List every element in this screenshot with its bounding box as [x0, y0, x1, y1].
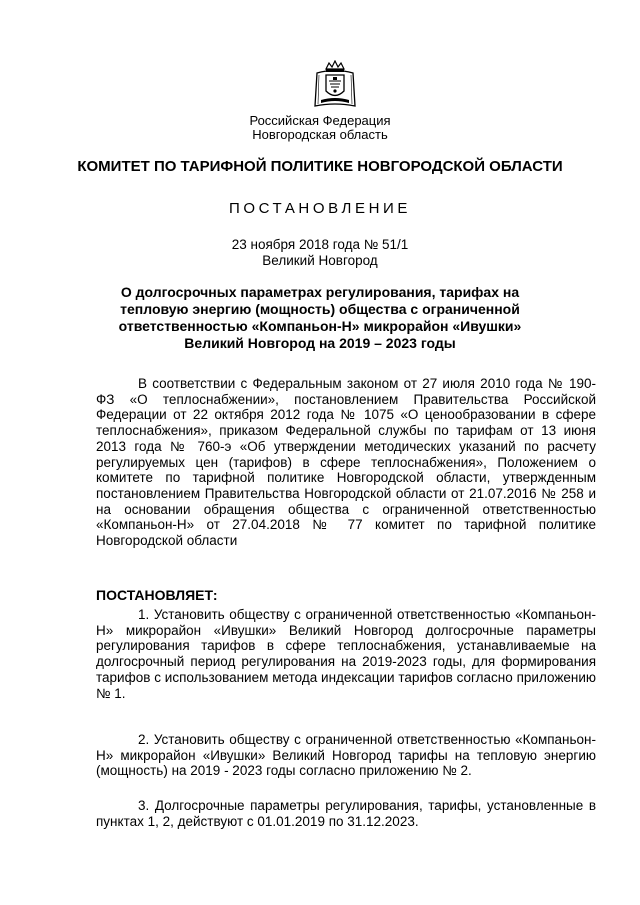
- decree-item-3: 3. Долгосрочные параметры регулирования, тарифы, установленные в пунктах 1, 2, действуют с 01.01.2019 по 31.12.2023.: [96, 798, 596, 829]
- title-line: О долгосрочных параметрах регулирования, тарифах на: [120, 284, 520, 300]
- decree-item-2: 2. Установить обществу с ограниченной ответственностью «Компаньон-Н» микрорайон «Ивушки» Великий Новгород тарифы на тепловую энергию (мощность) на 2019 - 2023 годы согласно приложению № 2.: [96, 732, 596, 779]
- decree-item-1: 1. Установить обществу с ограниченной ответственностью «Компаньон-Н» микрорайон «Ивушки» Великий Новгород долгосрочные параметры регулирования тарифов в сфере теплоснабжения, устанавливаемые на долгосрочный период регулирования на 2019-2023 годы, для формирования тарифов с использованием метода индексации тарифов согласно приложению № 1.: [96, 607, 596, 701]
- document-type: ПОСТАНОВЛЕНИЕ: [228, 200, 412, 217]
- region-name: Новгородская область: [252, 127, 388, 142]
- title-line: ответственностью «Компаньон-Н» микрорайон «Ивушки»: [118, 318, 522, 334]
- title-line: тепловую энергию (мощность) общества с ограниченной: [120, 301, 520, 317]
- coat-of-arms-icon: [312, 60, 358, 110]
- document-title: [0, 284, 640, 352]
- decree-heading: ПОСТАНОВЛЯЕТ:: [96, 587, 218, 603]
- country-name: Российская Федерация: [249, 113, 391, 128]
- document-date-number: 23 ноября 2018 года № 51/1: [231, 237, 409, 252]
- title-line: Великий Новгород на 2019 – 2023 годы: [184, 335, 456, 351]
- committee-name: КОМИТЕТ ПО ТАРИФНОЙ ПОЛИТИКЕ НОВГОРОДСКОЙ ОБЛАСТИ: [77, 158, 563, 175]
- document-city: Великий Новгород: [262, 253, 378, 268]
- preamble-paragraph: В соответствии с Федеральным законом от 27 июля 2010 года № 190-ФЗ «О теплоснабжении», постановлением Правительства Российской Федерации от 22 октября 2012 года № 1075 «О ценообразовании в сфере теплоснабжения», приказом Федеральной службы по тарифам от 13 июня 2013 года № 760-э «Об утверждении методических указаний по расчету регулируемых цен (тарифов) в сфере теплоснабжения», Положением о комитете по тарифной политике Новгородской области, утвержденным постановлением Правительства Новгородской области от 21.07.2016 № 258 и на основании обращения общества с ограниченной ответственностью «Компаньон-Н» от 27.04.2018 № 77 комитет по тарифной политике Новгородской области: [96, 376, 596, 549]
